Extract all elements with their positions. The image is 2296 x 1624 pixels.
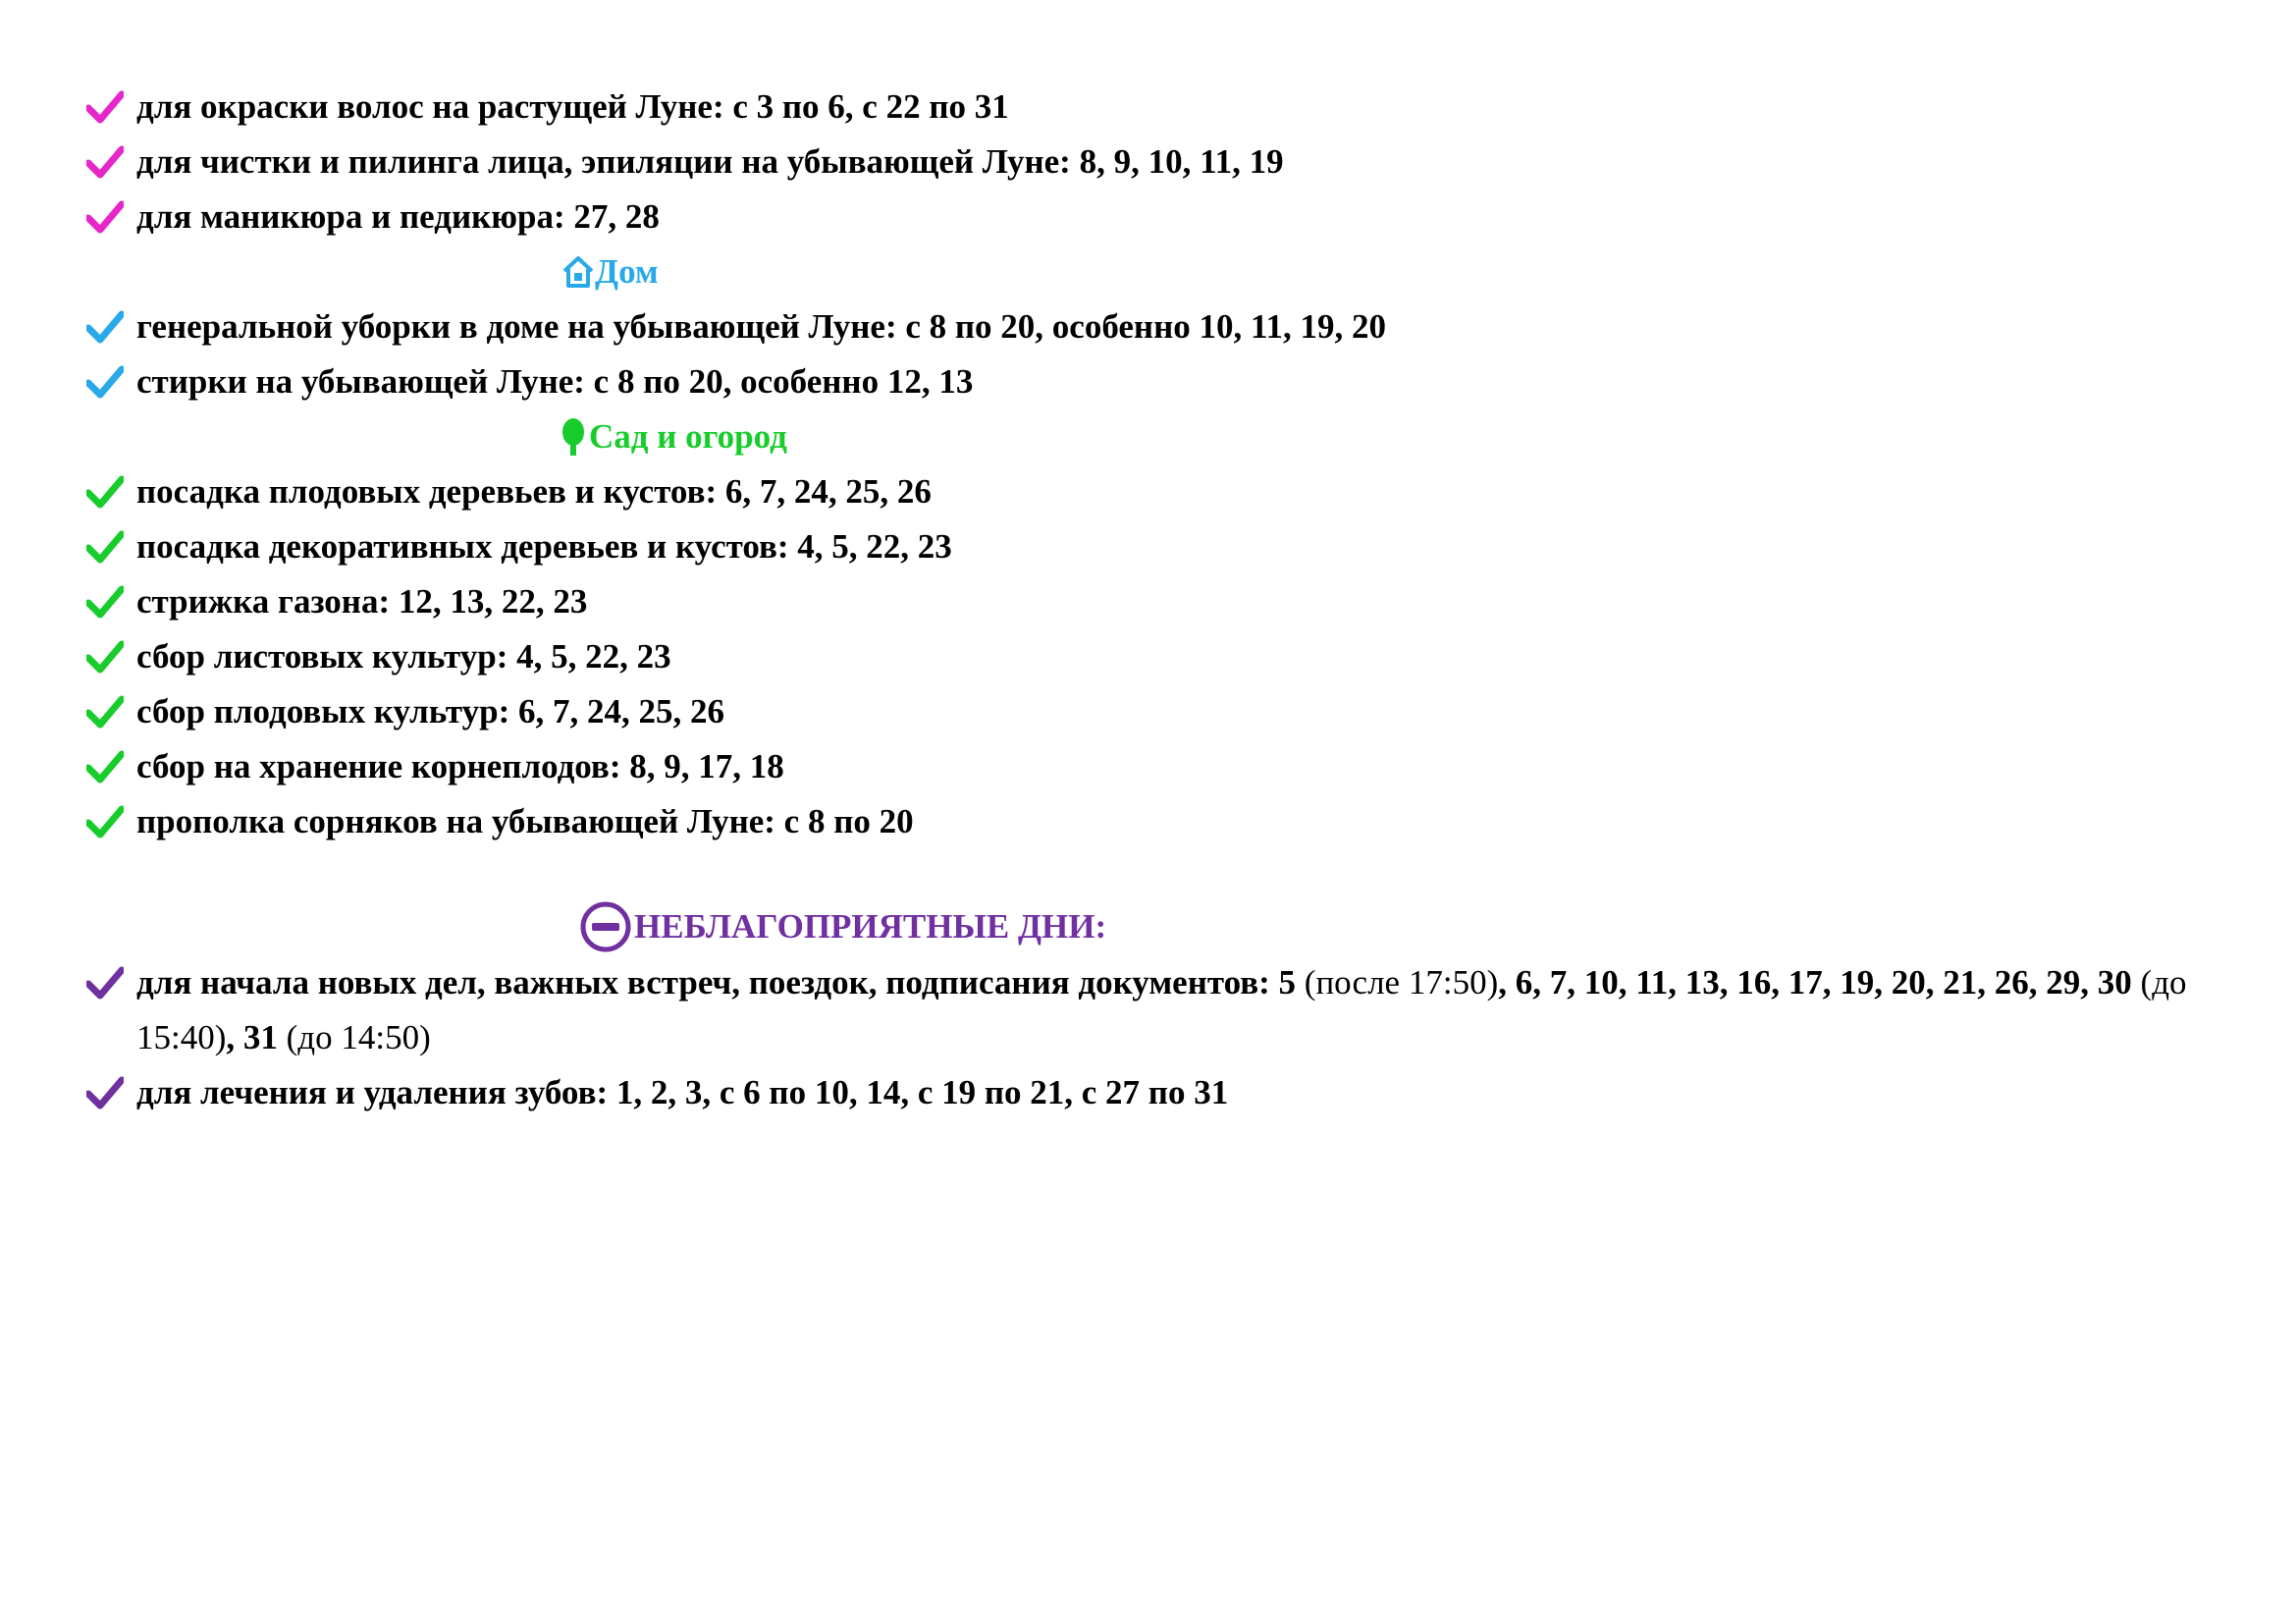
list-item-face-peeling — [86, 135, 2237, 189]
list-item-text: посадка плодовых деревьев и кустов: 6, 7, 24, 25, 26 — [136, 472, 932, 511]
check-icon — [86, 144, 124, 180]
check-icon — [86, 199, 124, 235]
list-item-lawn-mowing — [86, 574, 2237, 629]
section-title-suffix: : — [1095, 907, 1107, 946]
time-note: (до 15:40) — [136, 963, 2187, 1056]
list-item-text: сбор на хранение корнеплодов: 8, 9, 17, 18 — [136, 747, 784, 785]
check-icon — [86, 804, 124, 839]
section-heading-home — [561, 244, 659, 299]
minus-circle-icon — [579, 900, 632, 953]
check-icon — [86, 89, 124, 125]
list-item-text: стрижка газона: 12, 13, 22, 23 — [136, 582, 588, 621]
list-item-leafy-harvest — [86, 629, 2237, 684]
list-item-text: для маникюра и педикюра: 27, 28 — [136, 197, 660, 236]
house-icon — [561, 255, 595, 289]
check-icon — [86, 1075, 124, 1110]
check-icon — [86, 965, 124, 1001]
list-item-new-business — [86, 955, 2237, 1065]
time-note: (до 14:50) — [277, 1018, 431, 1056]
check-icon — [86, 749, 124, 785]
list-item-text: генеральной уборки в доме на убывающей Луне: с 8 по 20, особенно 10, 11, 19, 20 — [136, 307, 1387, 346]
day: , 31 — [226, 1018, 278, 1056]
list-item-general-cleaning — [86, 299, 2237, 354]
check-icon — [86, 364, 124, 400]
section-title: НЕБЛАГОПРИЯТНЫЕ ДНИ — [634, 907, 1095, 946]
list-item-text: посадка декоративных деревьев и кустов: 4, 5, 22, 23 — [136, 527, 952, 566]
list-item-fruit-harvest — [86, 684, 2237, 739]
list-item-weeding — [86, 794, 2237, 849]
list-item-text: сбор листовых культур: 4, 5, 22, 23 — [136, 637, 671, 676]
list-item-text: для лечения и удаления зубов: 1, 2, 3, с 6 по 10, 14, с 19 по 21, с 27 по 31 — [136, 1073, 1229, 1111]
check-icon — [86, 639, 124, 675]
list-item-text: прополка сорняков на убывающей Луне: с 8 по 20 — [136, 802, 914, 840]
day: 5 — [1278, 963, 1297, 1001]
section-heading-unfavorable — [579, 899, 1106, 954]
item-label: для начала новых дел, важных встреч, поездок, подписания документов: — [136, 963, 1279, 1001]
list-item-root-storage — [86, 739, 2237, 794]
section-heading-garden — [558, 409, 787, 464]
list-item-text: для окраски волос на растущей Луне: с 3 по 6, с 22 по 31 — [136, 87, 1009, 126]
list-item-fruit-trees — [86, 464, 2237, 519]
time-note: (после 17:50) — [1296, 963, 1499, 1001]
check-icon — [86, 309, 124, 345]
tree-icon — [558, 417, 589, 457]
check-icon — [86, 694, 124, 730]
list-item-hair-coloring — [86, 80, 2237, 135]
list-item-text: стирки на убывающей Луне: с 8 по 20, особенно 12, 13 — [136, 362, 974, 401]
days-list: , 6, 7, 10, 11, 13, 16, 17, 19, 20, 21, 26, 29, 30 — [1498, 963, 2132, 1001]
list-item-text: сбор плодовых культур: 6, 7, 24, 25, 26 — [136, 692, 725, 731]
check-icon — [86, 529, 124, 565]
section-title: Сад и огород — [589, 417, 787, 456]
list-item-text — [86, 955, 2237, 1065]
list-item-dental — [86, 1065, 2237, 1120]
list-item-text: для чистки и пилинга лица, эпиляции на убывающей Луне: 8, 9, 10, 11, 19 — [136, 142, 1284, 181]
check-icon — [86, 584, 124, 620]
check-icon — [86, 474, 124, 510]
list-item-laundry — [86, 354, 2237, 409]
section-title: Дом — [595, 252, 659, 291]
list-item-decorative-trees — [86, 519, 2237, 574]
list-item-manicure — [86, 189, 2237, 244]
